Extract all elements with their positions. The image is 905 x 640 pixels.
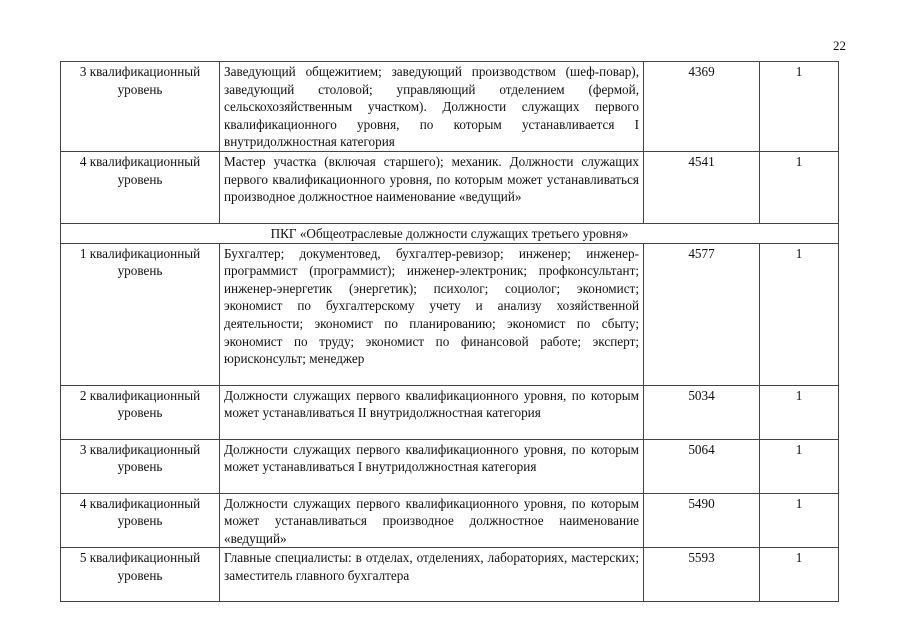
position-description: Заведующий общежитием; заведующий производством (шеф-повар), заведующий столовой; управляющий отделением (фермой, сельскохозяйственным участком). Должности служащих первого квалификационного уровня, по которым устанавливается I внутридолжностная категория — [220, 62, 644, 152]
position-description: Должности служащих первого квалификационного уровня, по которым может устанавливаться производное должностное наименование «ведущий» — [220, 493, 644, 548]
table-row — [61, 548, 839, 602]
qualification-level: 5 квалификационный уровень — [61, 548, 220, 602]
qualification-level: 2 квалификационный уровень — [61, 385, 220, 439]
salary-value: 4541 — [644, 152, 760, 224]
salary-value: 5064 — [644, 439, 760, 493]
position-description: Должности служащих первого квалификационного уровня, по которым может устанавливаться II внутридолжностная категория — [220, 385, 644, 439]
coefficient-value: 1 — [760, 62, 839, 152]
coefficient-value: 1 — [760, 548, 839, 602]
coefficient-value: 1 — [760, 152, 839, 224]
qualification-level: 4 квалификационный уровень — [61, 152, 220, 224]
table-row — [61, 439, 839, 493]
group-header: ПКГ «Общеотраслевые должности служащих третьего уровня» — [61, 224, 839, 244]
coefficient-value: 1 — [760, 439, 839, 493]
table-row — [61, 243, 839, 385]
salary-value: 5034 — [644, 385, 760, 439]
qualification-level: 1 квалификационный уровень — [61, 243, 220, 385]
group-header-row — [61, 224, 839, 244]
table-row — [61, 62, 839, 152]
qualification-table — [60, 61, 839, 602]
page-number: 22 — [833, 38, 846, 53]
qualification-level: 3 квалификационный уровень — [61, 439, 220, 493]
table-row — [61, 152, 839, 224]
salary-value: 5490 — [644, 493, 760, 548]
position-description: Бухгалтер; документовед, бухгалтер-ревизор; инженер; инженер-программист (программист); инженер-электроник; профконсультант; инженер-энергетик (энергетик); психолог; социолог; экономист; экономист по бухгалтерскому учету и анализу хозяйственной деятельности; экономист по планированию; экономист по сбыту; экономист по труду; экономист по финансовой работе; эксперт; юрисконсульт; менеджер — [220, 243, 644, 385]
coefficient-value: 1 — [760, 493, 839, 548]
position-description: Должности служащих первого квалификационного уровня, по которым может устанавливаться I внутридолжностная категория — [220, 439, 644, 493]
qualification-level: 3 квалификационный уровень — [61, 62, 220, 152]
salary-value: 4369 — [644, 62, 760, 152]
coefficient-value: 1 — [760, 243, 839, 385]
salary-value: 4577 — [644, 243, 760, 385]
salary-value: 5593 — [644, 548, 760, 602]
table-row — [61, 385, 839, 439]
position-description: Главные специалисты: в отделах, отделениях, лабораториях, мастерских; заместитель главного бухгалтера — [220, 548, 644, 602]
coefficient-value: 1 — [760, 385, 839, 439]
table-row — [61, 493, 839, 548]
qualification-level: 4 квалификационный уровень — [61, 493, 220, 548]
position-description: Мастер участка (включая старшего); механик. Должности служащих первого квалификационного уровня, по которым может устанавливаться производное должностное наименование «ведущий» — [220, 152, 644, 224]
